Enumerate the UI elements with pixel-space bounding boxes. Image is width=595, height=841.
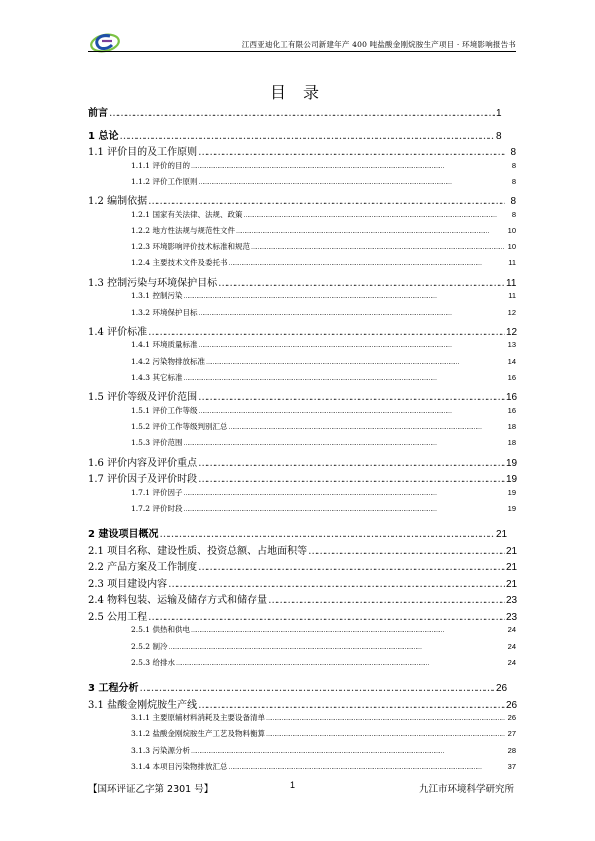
toc-dot-leader	[198, 392, 505, 403]
toc-dot-leader	[159, 529, 495, 540]
toc-dot-leader	[183, 291, 505, 300]
toc-entry-page: 16	[506, 392, 518, 404]
toc-dot-leader	[148, 612, 505, 623]
toc-entry-page: 21	[506, 578, 518, 590]
toc-entry-level-3[interactable]	[88, 712, 516, 728]
toc-dot-leader	[251, 242, 505, 251]
toc-entry-page: 21	[506, 562, 518, 574]
toc-dot-leader	[228, 258, 505, 267]
toc-entry-level-1[interactable]	[88, 127, 516, 144]
toc-entry-level-2[interactable]	[88, 591, 516, 608]
toc-entry-page: 8	[511, 176, 516, 186]
toc-dot-leader	[243, 210, 505, 219]
toc-entry-level-3[interactable]	[88, 405, 516, 421]
toc-dot-leader	[236, 226, 505, 235]
toc-dot-leader	[266, 729, 505, 738]
toc-dot-leader	[176, 658, 505, 667]
toc-entry-title: 1.6 评价内容及评价重点	[88, 457, 198, 469]
toc-entry-page: 8	[510, 196, 516, 208]
toc-entry-level-3[interactable]	[88, 176, 516, 192]
toc-entry-title: 1.2.4 主要技术文件及委托书	[131, 258, 228, 268]
toc-entry-level-3[interactable]	[88, 290, 516, 306]
toc-entry-page: 12	[507, 307, 516, 317]
toc-dot-leader	[198, 340, 505, 349]
toc-entry-title: 3.1.2 盐酸金刚烷胺生产工艺及物料衡算	[131, 729, 265, 739]
toc-entry-level-2[interactable]	[88, 558, 516, 575]
toc-entry-level-2[interactable]	[88, 696, 516, 713]
toc-dot-leader	[198, 562, 505, 573]
toc-entry-title: 2.5.1 供热和供电	[131, 625, 190, 635]
toc-entry-title: 1.3 控制污染与环境保护目标	[88, 277, 218, 289]
toc-entry-level-2[interactable]	[88, 274, 516, 291]
footer-page-number: 1	[290, 780, 296, 790]
toc-dot-leader	[198, 700, 505, 711]
toc-entry-page: 14	[507, 356, 516, 366]
toc-entry-page: 27	[507, 729, 516, 739]
toc-entry-page: 21	[506, 545, 518, 557]
toc-dot-leader	[218, 278, 505, 289]
toc-entry-level-3[interactable]	[88, 241, 516, 257]
toc-entry-title: 1.7.2 评价时段	[131, 503, 183, 513]
toc-entry-page: 8	[496, 130, 502, 142]
toc-entry-title: 2.4 物料包装、运输及储存方式和储存量	[88, 595, 268, 607]
toc-entry-page: 19	[506, 474, 518, 486]
toc-entry-page: 26	[506, 699, 518, 711]
toc-entry-level-3[interactable]	[88, 761, 516, 777]
toc-entry-page: 1	[496, 108, 502, 119]
toc-entry-title: 1.5 评价等级及评价范围	[88, 392, 198, 404]
toc-entry-title: 1.3.2 环境保护目标	[131, 307, 198, 317]
toc-dot-leader	[266, 713, 505, 722]
toc-title: 目 录	[269, 83, 326, 102]
toc-entry-title: 3 工程分析	[88, 683, 139, 695]
toc-entry-title: 3.1.1 主要原辅材料消耗及主要设备清单	[131, 713, 265, 723]
toc-entry-title: 2.5 公用工程	[88, 611, 148, 623]
toc-entry-level-3[interactable]	[88, 641, 516, 657]
toc-entry-page: 8	[511, 209, 516, 219]
toc-entry-page: 19	[507, 503, 516, 513]
toc-dot-leader	[183, 373, 505, 382]
toc-entry-title: 1.5.2 评价工作等级判别汇总	[131, 422, 228, 432]
toc-entry-title: 3.1 盐酸金刚烷胺生产线	[88, 699, 198, 711]
toc-entry-title: 前言	[88, 108, 108, 119]
toc-dot-leader	[183, 438, 505, 447]
toc-entry-level-1[interactable]	[88, 525, 516, 542]
toc-dot-leader	[228, 422, 505, 431]
toc-dot-leader	[206, 357, 505, 366]
toc-dot-leader	[168, 579, 505, 590]
toc-entry-level-2[interactable]	[88, 388, 516, 405]
toc-entry-title: 1.2.1 国家有关法律、法规、政策	[131, 209, 243, 219]
toc-entry-page: 19	[506, 457, 518, 469]
toc-entry-level-3[interactable]	[88, 225, 516, 241]
toc-dot-leader	[119, 131, 495, 142]
toc-entry-page: 8	[511, 160, 516, 170]
toc-entry-level-2[interactable]	[88, 542, 516, 559]
toc-entry-title: 2.5.3 给排水	[131, 657, 175, 667]
toc-entry-page: 16	[507, 405, 516, 415]
toc-entry-page: 11	[506, 277, 517, 289]
toc-entry-title: 2.1 项目名称、建设性质、投资总额、占地面积等	[88, 545, 308, 557]
toc-entry-level-2[interactable]	[88, 575, 516, 592]
toc-entry-title: 1.4.2 污染物排放标准	[131, 356, 205, 366]
toc-entry-title: 1.5.1 评价工作等级	[131, 405, 198, 415]
toc-entry-title: 1.2 编制依据	[88, 196, 148, 208]
toc-entry-page: 16	[507, 372, 516, 382]
toc-dot-leader	[198, 406, 505, 415]
toc-entry-page: 37	[507, 762, 516, 772]
toc-dot-leader	[198, 458, 505, 469]
toc-entry-level-2[interactable]	[88, 470, 516, 487]
toc-dot-leader	[198, 308, 505, 317]
toc-dot-leader	[308, 546, 505, 557]
toc-entry-title: 1.5.3 评价范围	[131, 438, 183, 448]
toc-entry-level-2[interactable]	[88, 608, 516, 625]
toc-entry-level-3[interactable]	[88, 307, 516, 323]
toc-entry-level-3[interactable]	[88, 728, 516, 744]
toc-entry-title: 1.1.2 评价工作原则	[131, 176, 198, 186]
footer-certificate: 【国环评证乙字第 2301 号】	[88, 784, 214, 795]
toc-dot-leader	[228, 762, 505, 771]
toc-entry-page: 19	[507, 487, 516, 497]
toc-entry-title: 3.1.4 本项目污染物排放汇总	[131, 762, 228, 772]
toc-entry-page: 10	[507, 225, 516, 235]
toc-entry-page: 23	[506, 595, 518, 607]
toc-dot-leader	[168, 642, 505, 651]
toc-entry-page: 23	[506, 611, 518, 623]
page-header	[88, 36, 516, 54]
toc-entry-page: 26	[507, 713, 516, 723]
toc-entry-title: 2.2 产品方案及工作制度	[88, 562, 198, 574]
toc-entry-level-3[interactable]	[88, 657, 516, 673]
toc-entry-level-2[interactable]	[88, 323, 516, 340]
toc-entry-page: 18	[507, 422, 516, 432]
toc-entry-page: 26	[496, 683, 508, 695]
toc-entry-level-2[interactable]	[88, 143, 516, 160]
toc-entry-title: 1.3.1 控制污染	[131, 291, 183, 301]
toc-entry-title: 1.2.2 地方性法规与规范性文件	[131, 225, 235, 235]
toc-dot-leader	[109, 108, 495, 119]
toc-entry-title: 1.1 评价目的及工作原则	[88, 147, 198, 158]
toc-dot-leader	[148, 196, 505, 207]
toc-entry-level-3[interactable]	[88, 209, 516, 225]
toc-entry-level-3[interactable]	[88, 437, 516, 453]
toc-entry-level-3[interactable]	[88, 372, 516, 388]
toc-entry-page: 13	[507, 340, 516, 350]
toc-entry-level-1[interactable]	[88, 679, 516, 696]
toc-entry-page: 12	[506, 326, 518, 338]
toc-dot-leader	[191, 161, 505, 170]
toc-entry-page: 24	[507, 641, 516, 651]
toc-entry-title: 1.7.1 评价因子	[131, 487, 183, 497]
table-of-contents	[88, 104, 516, 777]
toc-dot-leader	[191, 746, 505, 755]
toc-entry-page: 24	[507, 657, 516, 667]
toc-entry-level-2[interactable]	[88, 192, 516, 209]
toc-entry-title: 1.4 评价标准	[88, 326, 148, 338]
toc-entry-page: 10	[507, 242, 516, 252]
toc-entry-level-3[interactable]	[88, 745, 516, 761]
toc-entry-page: 11	[508, 291, 516, 301]
toc-entry-level-3[interactable]	[88, 624, 516, 640]
toc-entry-page: 11	[508, 258, 516, 268]
toc-entry-title: 2.3 项目建设内容	[88, 578, 168, 590]
toc-dot-leader	[191, 625, 505, 634]
toc-dot-leader	[148, 327, 505, 338]
toc-entry-title: 1 总论	[88, 130, 119, 142]
toc-entry-level-3[interactable]	[88, 257, 516, 273]
toc-entry-page: 21	[496, 529, 508, 541]
toc-entry-level-2[interactable]	[88, 454, 516, 471]
toc-entry-title: 3.1.3 污染源分析	[131, 745, 190, 755]
toc-entry-level-3[interactable]	[88, 356, 516, 372]
toc-entry-page: 8	[510, 147, 516, 158]
toc-entry-level-3[interactable]	[88, 339, 516, 355]
toc-entry-title: 2 建设项目概况	[88, 529, 159, 541]
toc-dot-leader	[183, 488, 505, 497]
toc-dot-leader	[183, 504, 505, 513]
footer-institute: 九江市环境科学研究所	[418, 784, 514, 795]
toc-entry-title: 1.4.3 其它标准	[131, 372, 183, 382]
toc-dot-leader	[198, 474, 505, 485]
toc-entry-level-3[interactable]	[88, 503, 516, 519]
toc-entry-title: 1.4.1 环境质量标准	[131, 340, 198, 350]
toc-entry-page: 18	[507, 438, 516, 448]
header-divider	[88, 51, 516, 52]
header-title: 江西亚迪化工有限公司新建年产 400 吨盐酸金刚烷胺生产项目 · 环境影响报告书	[241, 40, 516, 49]
toc-entry-title: 1.1.1 评价的目的	[131, 160, 190, 170]
toc-entry-page: 28	[507, 745, 516, 755]
toc-dot-leader	[139, 683, 495, 694]
toc-dot-leader	[198, 147, 505, 158]
toc-entry-level-3[interactable]	[88, 160, 516, 176]
toc-entry-title: 1.2.3 环境影响评价技术标准和规范	[131, 242, 250, 252]
toc-entry-title: 2.5.2 制冷	[131, 641, 168, 651]
toc-entry-level-3[interactable]	[88, 421, 516, 437]
toc-entry-level-1[interactable]	[88, 104, 516, 121]
toc-entry-title: 1.7 评价因子及评价时段	[88, 474, 198, 486]
toc-dot-leader	[268, 595, 505, 606]
toc-entry-page: 24	[507, 625, 516, 635]
toc-entry-level-3[interactable]	[88, 487, 516, 503]
toc-dot-leader	[198, 177, 505, 186]
